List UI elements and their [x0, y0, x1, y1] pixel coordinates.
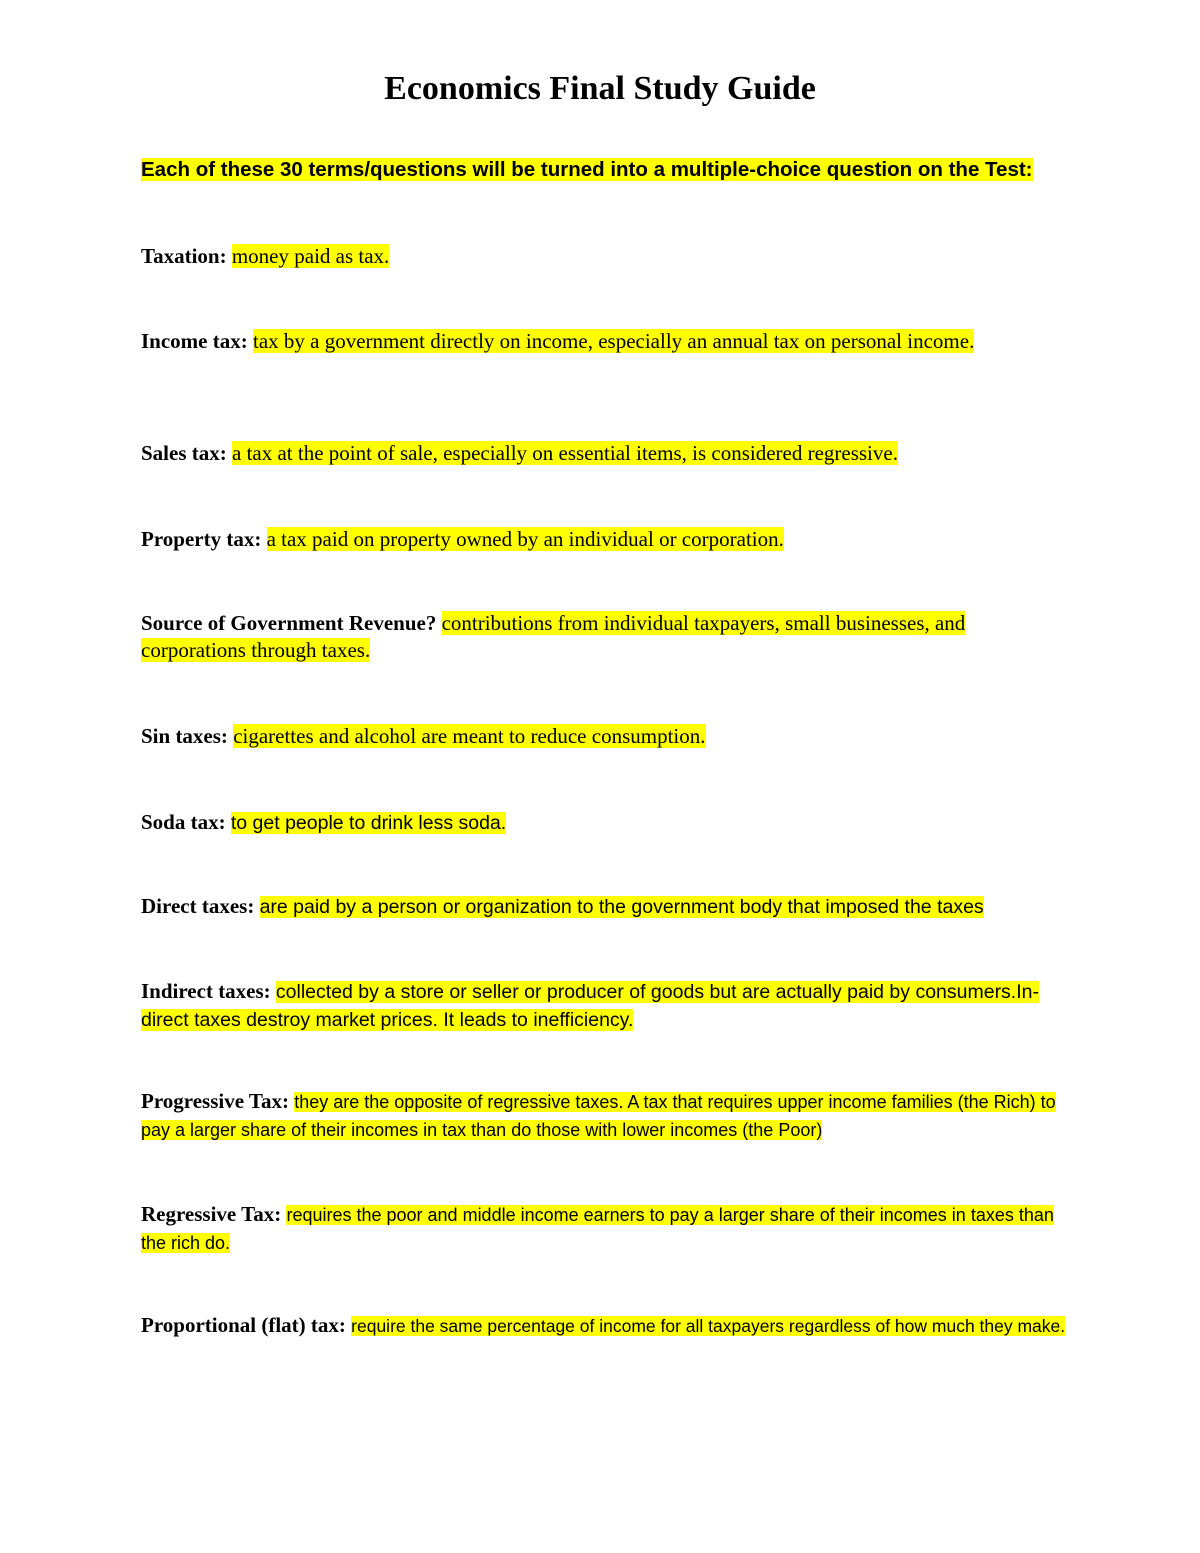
intro-text: Each of these 30 terms/questions will be turned into a multiple-choice question on the Test: — [141, 158, 1033, 181]
term-label: Indirect taxes: — [141, 979, 271, 1003]
term-label: Progressive Tax: — [141, 1089, 289, 1113]
term-label: Source of Government Revenue? — [141, 611, 437, 635]
intro-instructions — [141, 155, 1071, 185]
term-taxation — [141, 243, 1066, 270]
term-definition: requires the poor and middle income earners to pay a larger share of their incomes in taxes than the rich do. — [141, 1205, 1054, 1253]
term-proportional-tax — [141, 1312, 1066, 1340]
term-label: Sales tax: — [141, 441, 227, 465]
term-sin-taxes — [141, 723, 1066, 750]
term-label: Property tax: — [141, 527, 262, 551]
term-income-tax — [141, 328, 1066, 355]
term-indirect-taxes — [141, 978, 1066, 1034]
term-label: Regressive Tax: — [141, 1202, 282, 1226]
term-label: Sin taxes: — [141, 724, 228, 748]
term-soda-tax — [141, 809, 1066, 837]
term-label: Income tax: — [141, 329, 248, 353]
term-label: Proportional (flat) tax: — [141, 1313, 346, 1337]
term-definition: to get people to drink less soda. — [230, 812, 507, 834]
term-label: Taxation: — [141, 244, 227, 268]
term-sales-tax — [141, 440, 1066, 467]
term-definition: tax by a government directly on income, especially an annual tax on personal income. — [252, 329, 975, 353]
term-direct-taxes — [141, 893, 1066, 921]
term-definition: money paid as tax. — [231, 244, 390, 268]
term-property-tax — [141, 526, 1066, 553]
term-definition: a tax paid on property owned by an individual or corporation. — [266, 527, 784, 551]
term-definition: a tax at the point of sale, especially on essential items, is considered regressive. — [232, 441, 898, 465]
term-government-revenue — [141, 610, 1066, 664]
term-label: Soda tax: — [141, 810, 226, 834]
term-definition: are paid by a person or organization to the government body that imposed the taxes — [259, 896, 984, 918]
term-progressive-tax — [141, 1088, 1066, 1144]
page-title: Economics Final Study Guide — [384, 70, 816, 107]
term-definition: cigarettes and alcohol are meant to reduce consumption. — [233, 724, 706, 748]
term-definition: require the same percentage of income for all taxpayers regardless of how much they make. — [351, 1316, 1066, 1336]
term-label: Direct taxes: — [141, 894, 255, 918]
term-definition: they are the opposite of regressive taxes. A tax that requires upper income families (the Rich) to pay a larger share of their incomes in tax than do those with lower incomes (the Poor) — [141, 1092, 1056, 1140]
term-definition: collected by a store or seller or producer of goods but are actually paid by consumers.In-direct taxes destroy market prices. It leads to inefficiency. — [141, 981, 1039, 1031]
term-definition: contributions from individual taxpayers, small businesses, and corporations through taxes. — [141, 611, 966, 662]
term-regressive-tax — [141, 1201, 1066, 1257]
